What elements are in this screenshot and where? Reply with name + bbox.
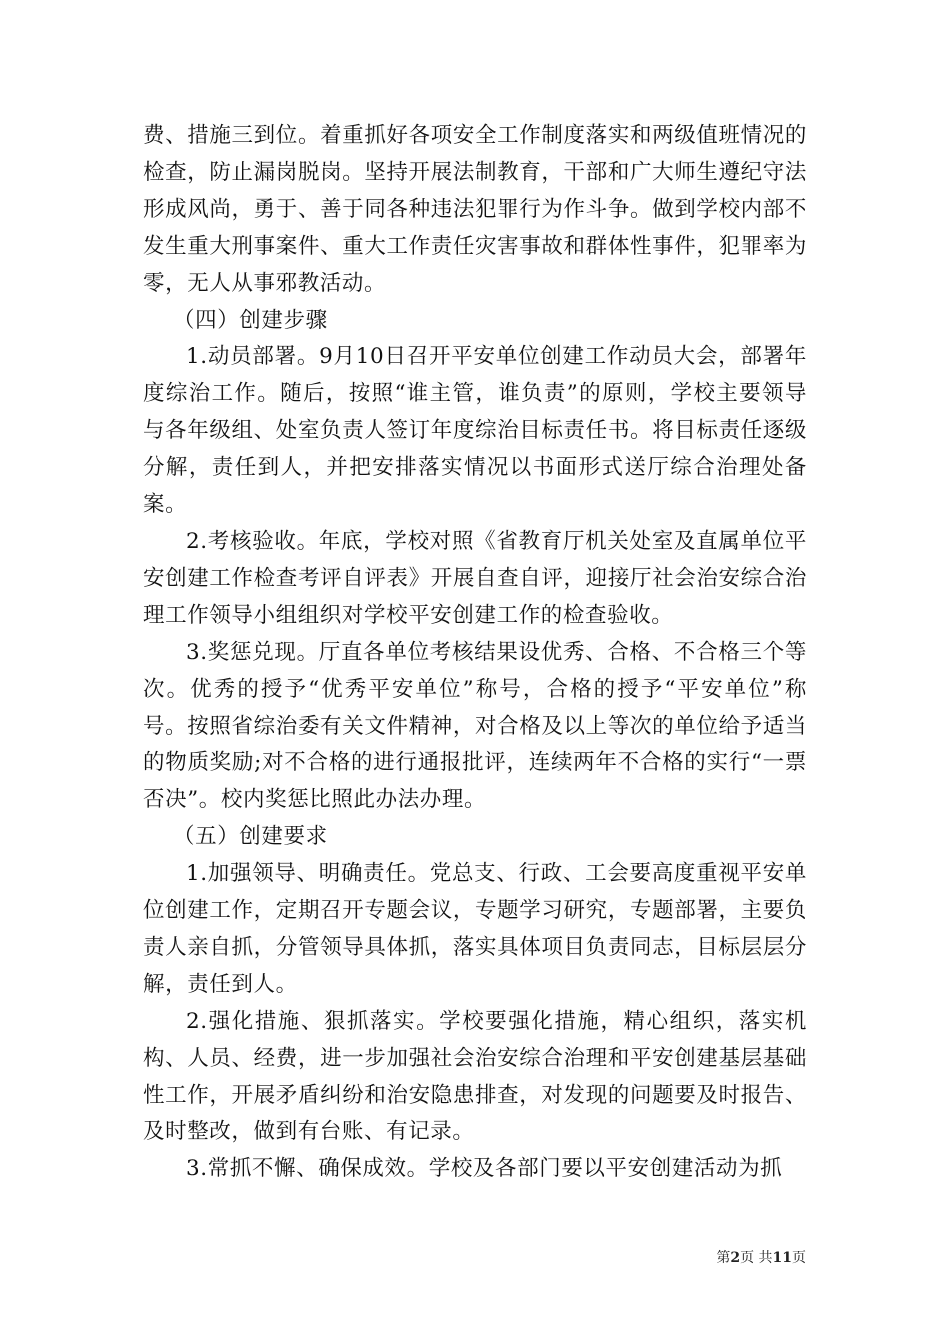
paragraph-assessment: 2.考核验收。年底，学校对照《省教育厅机关处室及直属单位平安创建工作检查考评自评表》开展自查自评，迎接厅社会治安综合治理工作领导小组组织对学校平安创建工作的检查验收。: [143, 528, 807, 628]
paragraph-mobilization: 1.动员部署。9月10日召开平安单位创建工作动员大会，部署年度综治工作。随后，按照“谁主管，谁负责”的原则，学校主要领导与各年级组、处室负责人签订年度综治目标责任书。将目标责任逐级分解，责任到人，并把安排落实情况以书面形式送厅综合治理处备案。: [143, 344, 807, 518]
paragraph-measures: 2.强化措施、狠抓落实。学校要强化措施，精心组织，落实机构、人员、经费，进一步加强社会治安综合治理和平安创建基层基础性工作，开展矛盾纠纷和治安隐患排查，对发现的问题要及时报告、及时整改，做到有台账、有记录。: [143, 1008, 807, 1145]
footer-middle: 页 共: [740, 1250, 773, 1266]
paragraph-rewards: 3.奖惩兑现。厅直各单位考核结果设优秀、合格、不合格三个等次。优秀的授予“优秀平安单位”称号，合格的授予“平安单位”称号。按照省综治委有关文件精神，对合格及以上等次的单位给予适当的物质奖励;对不合格的进行通报批评，连续两年不合格的实行“一票否决”。校内奖惩比照此办法办理。: [143, 639, 807, 813]
footer-suffix: 页: [792, 1250, 806, 1266]
footer-total-pages: 11: [772, 1250, 792, 1266]
page-number-footer: [716, 1249, 806, 1267]
section-heading-requirements: （五）创建要求: [173, 824, 328, 850]
paragraph-leadership: 1.加强领导、明确责任。党总支、行政、工会要高度重视平安单位创建工作，定期召开专题会议，专题学习研究，专题部署，主要负责人亲自抓，分管领导具体抓，落实具体项目负责同志，目标层层分解，责任到人。: [143, 861, 807, 997]
paragraph-persistence: 3.常抓不懈、确保成效。学校及各部门要以平安创建活动为抓: [186, 1156, 783, 1182]
footer-current-page: 2: [730, 1250, 741, 1266]
document-body: [143, 118, 807, 1188]
section-heading-step: （四）创建步骤: [173, 307, 328, 333]
footer-prefix: 第: [716, 1250, 731, 1266]
body-paragraph-continuation: 费、措施三到位。着重抓好各项安全工作制度落实和两级值班情况的检查，防止漏岗脱岗。坚持开展法制教育，干部和广大师生遵纪守法形成风尚，勇于、善于同各种违法犯罪行为作斗争。做到学校内部不发生重大刑事案件、重大工作责任灾害事故和群体性事件，犯罪率为零，无人从事邪教活动。: [143, 123, 807, 296]
